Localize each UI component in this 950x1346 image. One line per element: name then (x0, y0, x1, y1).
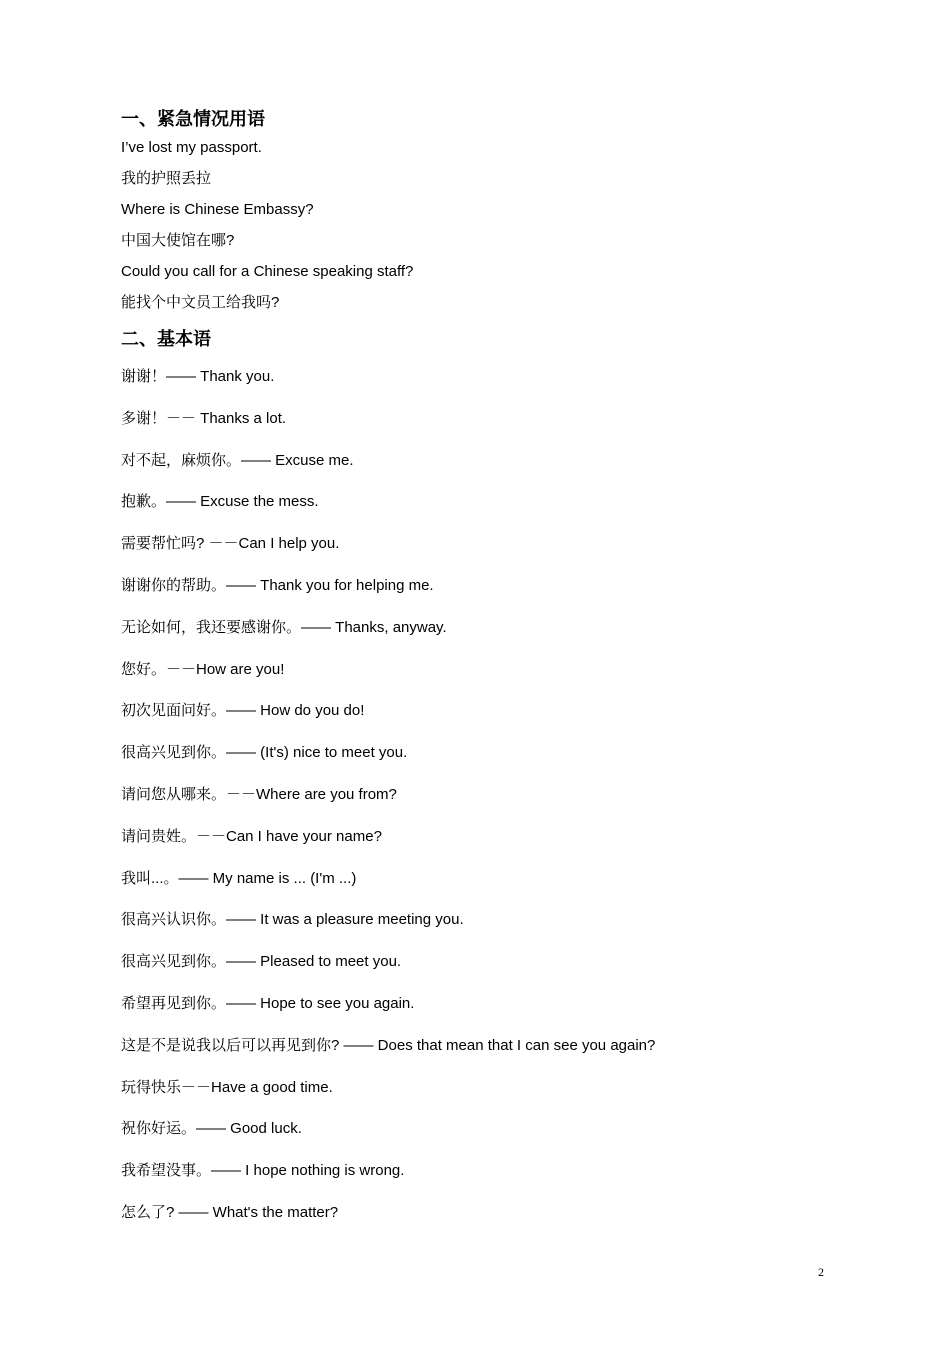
phrase-line: 我希望没事。—— I hope nothing is wrong. (121, 1162, 405, 1180)
phrase-line: 无论如何，我还要感谢你。—— Thanks, anyway. (121, 618, 447, 636)
phrase-line: 祝你好运。—— Good luck. (121, 1120, 302, 1138)
phrase-line: 初次见面问好。—— How do you do! (121, 702, 365, 720)
phrase-line: 能找个中文员工给我吗? (121, 294, 280, 311)
phrase-line: 很高兴见到你。—— Pleased to meet you. (121, 953, 402, 971)
phrase-line: 谢谢！—— Thank you. (121, 368, 275, 385)
phrase-line: 您好。－－How are you! (121, 660, 285, 678)
emergency-phrases-list (121, 138, 881, 313)
basic-phrases-list (121, 367, 881, 1223)
phrase-line: I’ve lost my passport. (121, 139, 262, 156)
phrase-line: 请问贵姓。－－Can I have your name? (121, 827, 382, 845)
phrase-line: 很高兴认识你。—— It was a pleasure meeting you. (121, 911, 464, 929)
document-content (121, 106, 881, 1223)
phrase-line: 玩得快乐－－Have a good time. (121, 1078, 333, 1096)
phrase-line: 希望再见到你。—— Hope to see you again. (121, 994, 415, 1012)
section-heading-emergency: 一、紧急情况用语 (121, 109, 265, 130)
phrase-line: 需要帮忙吗? －－Can I help you. (121, 535, 340, 553)
phrase-line: 谢谢你的帮助。—— Thank you for helping me. (121, 576, 434, 594)
phrase-line: 我的护照丢拉 (121, 170, 212, 187)
phrase-line: 中国大使馆在哪? (121, 232, 235, 249)
phrase-line: 怎么了? —— What's the matter? (121, 1203, 339, 1221)
phrase-line: 多谢！－－ Thanks a lot. (121, 409, 287, 427)
phrase-line: Where is Chinese Embassy? (121, 201, 314, 218)
phrase-line: Could you call for a Chinese speaking staff? (121, 263, 414, 280)
phrase-line: 这是不是说我以后可以再见到你? —— Does that mean that I can see you again? (121, 1036, 656, 1054)
phrase-line: 我叫...。—— My name is ... (I'm ...) (121, 869, 357, 887)
phrase-line: 对不起，麻烦你。—— Excuse me. (121, 451, 354, 469)
phrase-line: 很高兴见到你。—— (It's) nice to meet you. (121, 744, 408, 762)
phrase-line: 抱歉。—— Excuse the mess. (121, 493, 319, 511)
section-heading-basic: 二、基本语 (121, 329, 211, 350)
page-number: 2 (818, 1265, 824, 1279)
phrase-line: 请问您从哪来。－－Where are you from? (121, 785, 397, 803)
